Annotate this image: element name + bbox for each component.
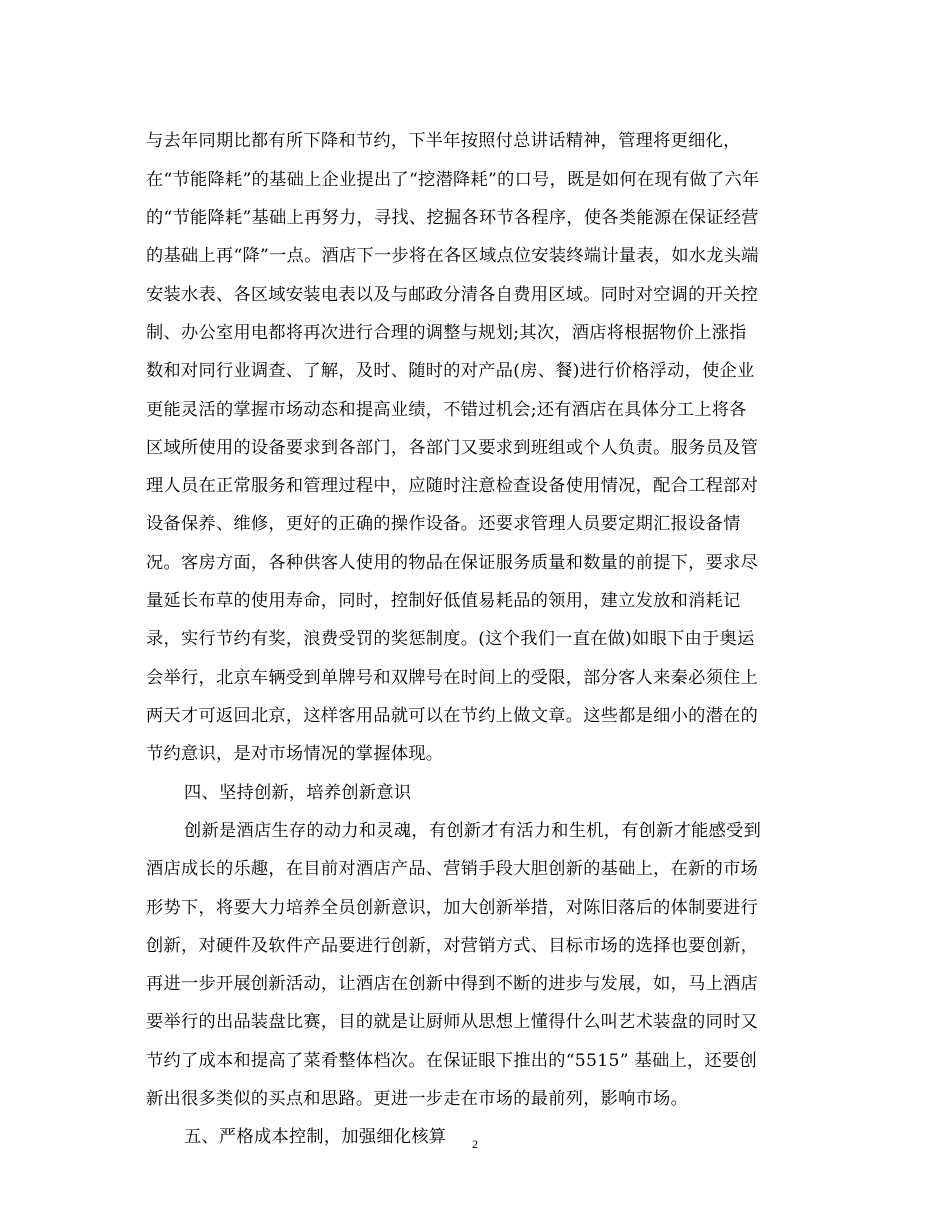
text-line: 制、办公室用电都将再次进行合理的调整与规划;其次，酒店将根据物价上涨指	[146, 323, 747, 343]
text-line: 创新，对硬件及软件产品要进行创新，对营销方式、目标市场的选择也要创新，	[146, 936, 759, 956]
text-line: 再进一步开展创新活动，让酒店在创新中得到不断的进步与发展，如，马上酒店	[146, 974, 759, 994]
text-line: 更能灵活的掌握市场动态和提高业绩，不错过机会;还有酒店在具体分工上将各	[146, 400, 747, 420]
text-line: 安装水表、各区域安装电表以及与邮政分清各自费用区域。同时对空调的开关控	[146, 285, 759, 305]
text-line: 两天才可返回北京，这样客用品就可以在节约上做文章。这些都是细小的潜在的	[146, 706, 759, 726]
text-line: 会举行，北京车辆受到单牌号和双牌号在时间上的受限，部分客人来秦必须住上	[146, 668, 759, 688]
text-line: 量延长布草的使用寿命，同时，控制好低值易耗品的领用，建立发放和消耗记	[146, 591, 741, 611]
text-line: 录，实行节约有奖，浪费受罚的奖惩制度。(这个我们一直在做)如眼下由于奥运	[146, 629, 755, 649]
text-line: 理人员在正常服务和管理过程中，应随时注意检查设备使用情况，配合工程部对	[146, 476, 759, 496]
text-line: 数和对同行业调查、了解，及时、随时的对产品(房、餐)进行价格浮动，使企业	[146, 361, 755, 381]
section-heading: 四、坚持创新，培养创新意识	[184, 783, 412, 803]
text-line: 在“节能降耗”的基础上企业提出了“挖潜降耗”的口号，既是如何在现有做了六年	[146, 170, 760, 190]
text-line: 与去年同期比都有所下降和节约，下半年按照付总讲话精神，管理将更细化，	[146, 131, 741, 151]
text-line: 节约意识，是对市场情况的掌握体现。	[146, 744, 444, 764]
text-line: 的基础上再“降”一点。酒店下一步将在各区域点位安装终端计量表，如水龙头端	[146, 246, 759, 266]
section-heading: 五、严格成本控制，加强细化核算	[184, 1127, 447, 1147]
page-number: 2	[472, 1137, 478, 1151]
paragraph-first-line: 创新是酒店生存的动力和灵魂，有创新才有活力和生机，有创新才能感受到	[184, 821, 762, 841]
text-line: 设备保养、维修，更好的正确的操作设备。还要求管理人员要定期汇报设备情	[146, 514, 741, 534]
text-line: 形势下，将要大力培养全员创新意识，加大创新举措，对陈旧落后的体制要进行	[146, 898, 759, 918]
text-line: 要举行的出品装盘比赛，目的就是让厨师从思想上懂得什么叫艺术装盘的同时又	[146, 1012, 759, 1032]
text-line: 区域所使用的设备要求到各部门，各部门又要求到班组或个人负责。服务员及管	[146, 438, 759, 458]
text-line: 的“节能降耗”基础上再努力，寻找、挖掘各环节各程序，使各类能源在保证经营	[146, 208, 759, 228]
text-line: 况。客房方面，各种供客人使用的物品在保证服务质量和数量的前提下，要求尽	[146, 553, 759, 573]
text-line: 酒店成长的乐趣，在目前对酒店产品、营销手段大胆创新的基础上，在新的市场	[146, 859, 759, 879]
text-line: 节约了成本和提高了菜肴整体档次。在保证眼下推出的“5515” 基础上，还要创	[146, 1051, 757, 1071]
text-line: 新出很多类似的买点和思路。更进一步走在市场的最前列，影响市场。	[146, 1089, 689, 1109]
